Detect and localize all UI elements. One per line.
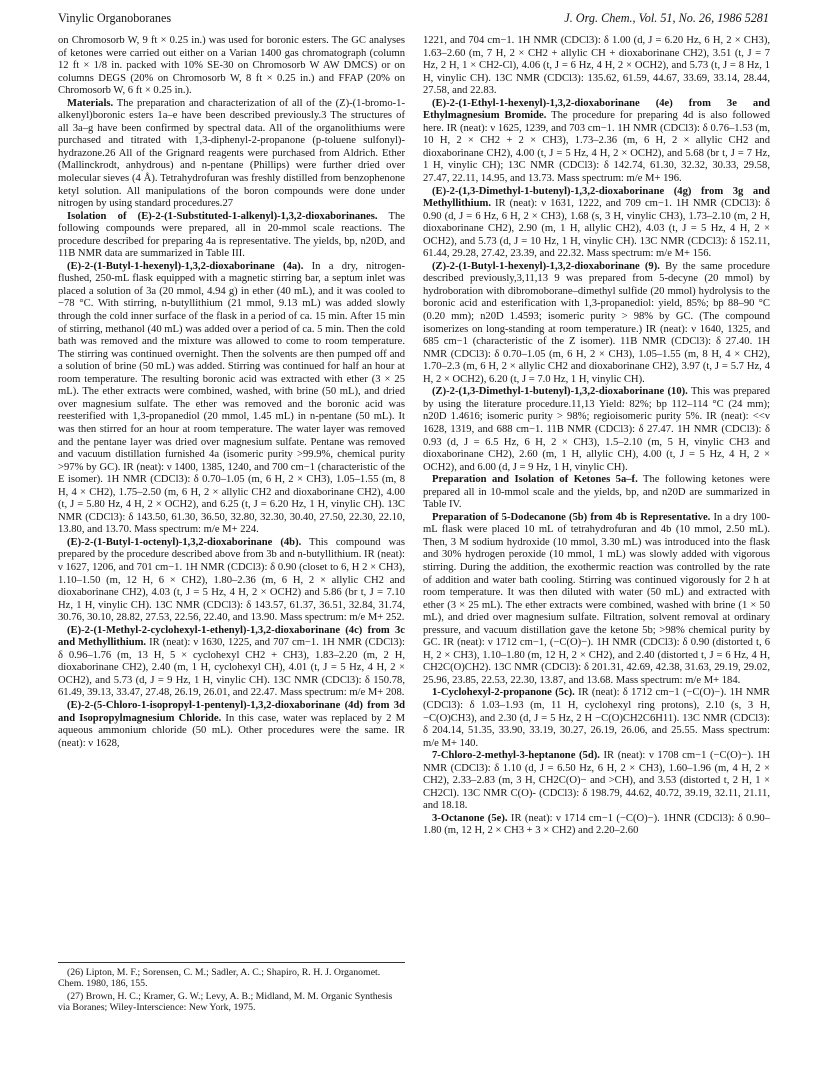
paragraph-text: The following ketones were prepared all in 10-mmol scale and the yields, bp, and n20D are summarized in Table IV. (423, 474, 770, 511)
paragraph-heading: Materials. (67, 97, 114, 109)
paragraph-text: The procedure for preparing 4d is also followed here. IR (neat): ν 1625, 1239, and 703 cm−1. 1H NMR (CDCl3): δ 0.76–1.53 (m, 10 H, 2 × CH2 + 2 × CH3), 1.73–2.36 (m, 6 H, 2 × allylic CH2 and dioxaborinane CH2), 4.00 (t, J = 5 Hz, 4 H, 2 × OCH2), and 5.68 (br t, J = 7 Hz, 1 H, vinylic CH); 13C NMR (CDCl3): δ 142.74, 61.30, 32.32, 30.33, 29.58, 27.47, 22.11, 14.95, and 13.73. Mass spectrum: m/e M+ 196. (423, 110, 771, 185)
running-header-citation: J. Org. Chem., Vol. 51, No. 26, 1986 5281 (564, 11, 769, 25)
paragraph-text: The following compounds were prepared, all in 20-mmol scale reactions. The procedure described for preparing 4a is representative. The yields, bp, n20D, and 11B NMR data are summarized in Table III. (58, 210, 405, 260)
paragraph-heading: 3-Octanone (5e). (432, 812, 508, 824)
paragraph-heading: (E)-2-(1-Butyl-1-hexenyl)-1,3,2-dioxaborinane (4a). (67, 260, 304, 272)
paragraph-text: The preparation and characterization of all of the (Z)-(1-bromo-1-alkenyl)boronic esters 1a–e have been described previously.3 The structures of all 3a–g have been confirmed by spectral data. All of the organolithiums were purchased and titrated with 1,3-diphenyl-2-propanone (p-toluene sulfonyl)-hydrazone.26 All of the Grignard reagents were purchased from Aldrich. Ether (Mallinckrodt, anhydrous) and n-pentane (Phillips) were further dried over molecular sieves (4 Å). Tetrahydrofuran was freshly distilled from benzophenone ketyl solution. All manipulations of the boron compounds were done under nitrogen by using standard procedures.27 (58, 97, 405, 210)
right-column-paragraph (423, 687, 770, 750)
left-column-paragraph (58, 537, 405, 625)
paragraph-heading: (Z)-2-(1,3-Dimethyl-1-butenyl)-1,3,2-dioxaborinane (10). (432, 386, 688, 398)
paragraph-text: This was prepared by using the literature procedure.11,13 Yield: 82%; bp 112–114 °C (24 mm); n20D 1.4616; isomeric purity > 98%; regioisomeric purity 5%. IR (neat): <<v 1628, 1319, and 688 cm−1. 11B NMR (CDCl3): δ 27.47. 1H NMR (CDCl3): δ 0.93 (d, J = 6.5 Hz, 6 H, 2 × CH3), 1.5–2.10 (m, 5 H, vinylic CH3 and dioxaborinane CH2), 2.60 (m, 1 H, allylic CH), 4.00 (t, J = 5 Hz, 4 H, 2 × OCH2), and 6.00 (d, J = 9 Hz, 1 H, vinylic CH). (423, 386, 771, 473)
paragraph-text: IR (neat): ν 1631, 1222, and 709 cm−1. 1H NMR (CDCl3): δ 0.90 (d, J = 6 Hz, 6 H, 2 × CH3), 1.68 (s, 3 H, vinylic CH3), 1.73–2.10 (m, 2 H, dioxaborinane CH2), 2.90 (m, 1 H, allylic CH2), 4.03 (t, J = 5 Hz, 4 H, 2 × OCH2), and 5.73 (d, J = 10 Hz, 1 H, vinylic CH). 13C NMR (CDCl3): δ 152.11, 61.44, 29.28, 27.42, 23.39, and 22.32. Mass spectrum: m/e M+ 156. (423, 198, 770, 260)
left-column-paragraph (58, 261, 405, 537)
left-column-paragraph (58, 700, 405, 750)
paragraph-text: In a dry, nitrogen-flushed, 250-mL flask equipped with a magnetic stirring bar, a septum inlet was placed a solution of 3a (20 mmol, 4.94 g) in ether (40 mL), and it was cooled to −78 °C. With stirring, n-butyllithium (21 mmol, 9.13 mL) was added slowly through the cold inner surface of the flask in a period of ca. 15 min. After 15 min of stirring, methanol (40 mL) was added over a period of ca. 5 min. Then the cold bath was removed and the mixture was allowed to come to room temperature. The stirring was continued overnight. Then the solvents are then pumped off and a solution of brine (50 mL) was added. Stirring was continued for half an hour at room temperature. The resulting boronic acid was extracted with ether (3 × 25 mL). The ether extracts were combined, washed, with brine (50 mL), and dried over magnesium sulfate. The ether was removed and the boronic acid was reesterified with 1,3-propanediol (20 mmol, 1.45 mL) in n-pentane (50 mL). It was then stirred for an hour at room temperature. The water layer was removed and the pentane layer was dried over magnesium sulfate. Pentane was removed and vacuum distillation furnished 4a (isomeric purity >99.9%, chemical purity >97% by GC). IR (neat): ν 1400, 1385, 1240, and 700 cm−1 (characteristic of the E isomer). 1H NMR (CDCl3): δ 0.70–1.05 (m, 6 H, 2 × CH3), 1.05–1.55 (m, 8 H, 4 × CH2), 1.75–2.50 (m, 6 H, 2 × allylic CH2 and dioxaborinane CH2), 4.00 (t, J = 5.80 Hz, 4 H, 2 × OCH2), and 6.25 (t, J = 6.20 Hz, 1 H, vinylic CH). 13C NMR (CDCl3): δ 143.50, 61.30, 36.50, 32.80, 32.30, 30.40, 27.50, 22.30, 22.10, 13.80, and 13.70. Mass spectrum: m/e M+ 224. (58, 260, 405, 536)
right-column-paragraph (423, 813, 770, 838)
paragraph-heading: 7-Chloro-2-methyl-3-heptanone (5d). (432, 750, 600, 762)
left-column (58, 35, 405, 750)
paragraph-text: In this case, water was replaced by 2 M aqueous ammonium chloride (50 mL). Other procedures were the same. IR (neat): ν 1628, (58, 712, 405, 749)
footnote: (26) Lipton, M. F.; Sorensen, C. M.; Sadler, A. C.; Shapiro, R. H. J. Organomet. Chem. 1980, 186, 155. (58, 967, 381, 990)
paragraph-heading: Preparation and Isolation of Ketones 5a–f. (432, 474, 638, 486)
running-header-section: Vinylic Organoboranes (58, 11, 172, 25)
right-column-paragraph (423, 750, 770, 813)
right-column-paragraph (423, 474, 770, 512)
right-column-paragraph (423, 98, 770, 186)
right-column-paragraph (423, 512, 770, 688)
running-header (58, 11, 769, 29)
paragraph-heading: (E)-2-(1-Methyl-2-cyclohexyl-1-ethenyl)-1,3,2-dioxaborinane (4c) from 3c and Methyllithium. (58, 624, 405, 649)
paragraph-heading: Isolation of (E)-2-(1-Substituted-1-alkenyl)-1,3,2-dioxaborinanes. (67, 210, 378, 222)
left-column-paragraph (58, 35, 405, 98)
paragraph-heading: 1-Cyclohexyl-2-propanone (5c). (432, 687, 575, 699)
paragraph-text: By the same procedure described previously,3,11,13 9 was prepared from 5-decyne (20 mmol) by hydroboration with dibromoborane–dimethyl sulfide (20 mmol) hydrolysis to the boronic acid and esterification with 1,3-propanediol: yield, 85%; bp 88–90 °C (0.20 mm); n20D 1.4593; isomeric purity > 98% by GC. (The compound isomerizes on long-standing at room temperature.) IR (neat): ν 1640, 1325, and 685 cm−1 (characteristic of the Z isomer). 11B NMR (CDCl3): δ 27.40. 1H NMR (CDCl3): δ 0.70–1.05 (m, 6 H, 2 × CH3), 1.05–1.55 (m, 8 H, 4 × CH2), 1.70–2.3 (m, 6 H, 2 × allylic CH2 and dioxaborinane CH2), 3.97 (t, J = 5.7 Hz, 4 H, 2 × OCH2), 6.20 (t, J = 7.0 Hz, 1 H, vinylic CH). (423, 260, 770, 385)
left-column-paragraph (58, 211, 405, 261)
paragraph-text: on Chromosorb W, 9 ft × 0.25 in.) was used for boronic esters. The GC analyses of ketones were carried out either on a Varian 1400 gas chromatograph (column 12 ft × 1/8 in. packed with 10% SE-30 on Chromosorb W AW DMCS) or on columns DEGS (20% on Chromosorb W, 8 ft × 0.25 in.) and FFAP (20% on Chromosorb W, 6 ft × 0.25 in.). (58, 35, 405, 97)
right-column-paragraph (423, 261, 770, 386)
paragraph-heading: (Z)-2-(1-Butyl-1-hexenyl)-1,3,2-dioxaborinane (9). (432, 260, 660, 272)
paragraph-heading: (E)-2-(1-Butyl-1-octenyl)-1,3,2-dioxaborinane (4b). (67, 536, 302, 548)
paragraph-heading: (E)-2-(1-Ethyl-1-hexenyl)-1,3,2-dioxaborinane (4e) from 3e and Ethylmagnesium Bromide. (423, 97, 770, 122)
paragraph-heading: (E)-2-(1,3-Dimethyl-1-butenyl)-1,3,2-dioxaborinane (4g) from 3g and Methyllithium. (423, 185, 770, 210)
paragraph-text: In a dry 100-mL flask were placed 10 mL of tetrahydrofuran and 4b (10 mmol, 2.50 mL). Then, 3 M sodium hydroxide (10 mmol, 3.30 mL) was introduced into the flask and 30% hydrogen peroxide (10 mmol, 1 mL) was slowly added with vigorous stirring. During the addition, the exothermic reaction was controlled by the rate of addition and water bath cooling. Stirring was continued vigorously for 2 h at room temperature. It was then diluted with water (50 mL) and extracted with ether (3 × 25 mL). The ether extracts were combined, washed with brine (1 × 50 mL), and dried over magnesium sulfate. Filtration, solvent removal at ordinary pressure, and vacuum distillation gave the ketone 5b; >98% chemical purity by GC. IR (neat): ν 1712 cm−1, (−C(O)−). 1H NMR (CDCl3): δ 0.90 (distorted t, 6 H, 2 × CH3), 1.10–1.80 (m, 12 H, 2 × CH2), and 2.40 (distorted t, J = 6 Hz, 4 H, CH2C(O)CH2). 13C NMR (CDCl3): δ 201.31, 42.69, 42.38, 31.63, 29.19, 29.02, 25.96, 23.85, 22.53, 22.30, 13.87, and 13.68. Mass spectrum: m/e M+ 184. (423, 511, 770, 686)
left-column-paragraph (58, 625, 405, 700)
paragraph-heading: (E)-2-(5-Chloro-1-isopropyl-1-pentenyl)-1,3,2-dioxaborinane (4d) from 3d and Isopropylmagnesium Chloride. (58, 699, 405, 724)
paragraph-text: IR (neat): δ 1712 cm−1 (−C(O)−). 1H NMR (CDCl3): δ 1.03–1.93 (m, 11 H, cyclohexyl ring protons), 2.10 (s, 3 H, −C(O)CH3), and 2.30 (d, J = 5 Hz, 2 H −C(O)CH2C6H11). 13C NMR (CDCl3): δ 204.14, 51.35, 33.90, 33.19, 30.27, 26.19, 26.06, and 25.55. Mass spectrum: m/e M+ 140. (423, 687, 770, 749)
right-column-paragraph (423, 35, 770, 98)
right-column-paragraph (423, 386, 770, 474)
paragraph-text: IR (neat): ν 1714 cm−1 (−C(O)−). 1HNR (CDCl3): δ 0.90–1.80 (m, 12 H, 2 × CH3 + 3 × CH2) and 2.20–2.60 (423, 812, 770, 837)
footnotes (58, 962, 405, 1015)
paragraph-text: This compound was prepared by the procedure described above from 3b and n-butyllithium. IR (neat): ν 1627, 1206, and 701 cm−1. 1H NMR (CDCl3): δ 0.90 (closet to 6, H 2 × CH3), 1.10–1.50 (m, 12 H, 6 × CH2), 1.80–2.36 (m, 6 H, 2 × allylic CH2 and dioxaborinane CH2), 4.03 (t, J = 5 Hz, 4 H, 2 × OCH2) and 5.86 (br t, J = 7.10 Hz, 1 H, vinylic CH). 13C NMR (CDCl3): δ 143.57, 61.37, 36.51, 32.84, 31.74, 30.76, 30.10, 28.82, 27.53, 22.56, 22.40, and 13.90. Mass spectrum: m/e M+ 252. (58, 536, 405, 624)
paragraph-text: 1221, and 704 cm−1. 1H NMR (CDCl3): δ 1.00 (d, J = 6.20 Hz, 6 H, 2 × CH3), 1.63–2.60 (m, 7 H, 2 × CH2 + allylic CH + dioxaborinane CH2), 3.51 (t, J = 7 Hz, 2 H, 1 × CH2-Cl), 4.06 (t, J = 6 Hz, 4 H, 2 × OCH2), and 5.73 (t, J = 8 Hz, 1 H, vinylic CH). 13C NMR (CDCl3): 135.62, 61.59, 44.67, 33.69, 33.14, 28.44, 27.58, and 22.83. (423, 35, 770, 97)
left-column-paragraph (58, 98, 405, 211)
paragraph-heading: Preparation of 5-Dodecanone (5b) from 4b is Representative. (432, 511, 711, 523)
right-column-paragraph (423, 186, 770, 261)
right-column (423, 35, 770, 838)
paragraph-text: IR (neat): ν 1708 cm−1 (−C(O)−). 1H NMR (CDCl3): δ 1.10 (d, J = 6.50 Hz, 6 H, 2 × CH3), 1.60–1.96 (m, 4 H, 2 × CH2), 2.33–2.83 (m, 3 H, CH2C(O)− and >CH), and 3.53 (distorted t, 2 H, 1 × CH2Cl). 13C NMR C(O)- (CDCl3): δ 198.79, 44.62, 40.72, 39.19, 32.11, 21.11, and 18.18. (423, 750, 770, 812)
footnote: (27) Brown, H. C.; Kramer, G. W.; Levy, A. B.; Midland, M. M. Organic Synthesis via Boranes; Wiley-Interscience: New York, 1975. (58, 990, 393, 1014)
paragraph-text: IR (neat): ν 1630, 1225, and 707 cm−1. 1H NMR (CDCl3): δ 0.96–1.76 (m, 13 H, 5 × cyclohexyl CH2 + CH3), 1.83–2.20 (m, 2 H, dioxaborinane CH2), 2.40 (m, 1 H, cyclohexyl CH), 4.01 (t, J = 5 Hz, 4 H, 2 × OCH2), and 5.73 (d, J = 9 Hz, 1 H, vinylic CH). 13C NMR (CDCl3): δ 150.78, 61.49, 39.13, 33.47, 27.48, 26.19, 26.01, and 22.47. Mass spectrum: m/e M+ 208. (58, 637, 405, 699)
